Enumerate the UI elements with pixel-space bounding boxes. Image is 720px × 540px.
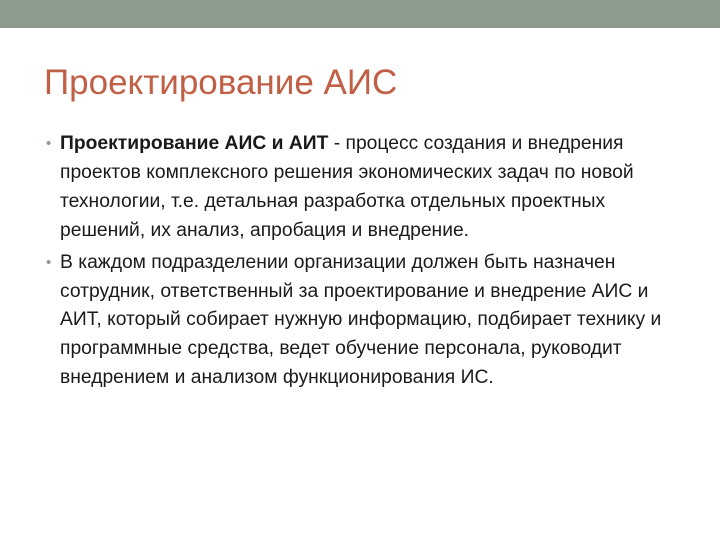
bullet-text: В каждом подразделении организации должен быть назначен сотрудник, ответственный за проектирование и внедрение АИС и АИТ, который собирает нужную информацию, подбирает технику и программные средства, ведет обучение персонала, руководит внедрением и анализом функционирования ИС. [60,251,662,389]
slide-title: Проектирование АИС [44,63,398,102]
bullet-term: Проектирование АИС и АИТ [60,133,329,154]
slide-header-bar [0,0,720,28]
bullet-item-responsible [46,249,686,394]
slide-bullet-list [46,130,686,396]
bullet-text: - процесс создания и внедрения проектов комплексного решения экономических задач по новой технологии, т.е. детальная разработка отдельных проектных решений, их анализ, апробация и внедрение. [60,133,634,241]
bullet-item-definition [46,130,686,246]
